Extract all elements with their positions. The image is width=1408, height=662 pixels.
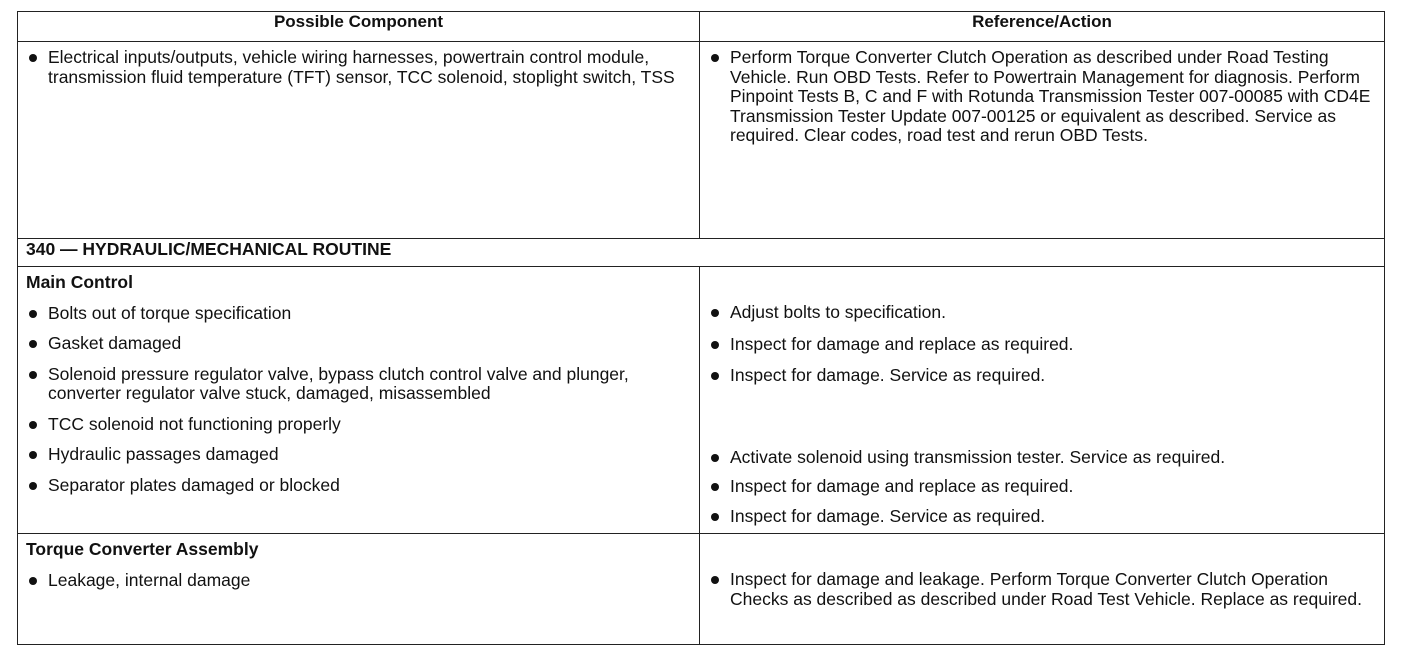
column-header-component: Possible Component [18, 12, 700, 42]
component-cell [18, 267, 700, 534]
group-heading-main-control: Main Control [26, 272, 133, 292]
action-cell [700, 267, 1385, 534]
group-heading-torque-converter: Torque Converter Assembly [26, 539, 259, 559]
component-cell [18, 42, 700, 239]
action-item: Inspect for damage and replace as required. [708, 477, 1376, 497]
action-cell [700, 534, 1385, 645]
table-header-row [18, 12, 1385, 42]
action-item: Activate solenoid using transmission tester. Service as required. [708, 448, 1376, 468]
diagnosis-table [17, 11, 1385, 645]
table-row [18, 534, 1385, 645]
section-title-cell [18, 239, 1385, 267]
action-item: Inspect for damage and leakage. Perform Torque Converter Clutch Operation Checks as described as described under Road Test Vehicle. Replace as required. [708, 570, 1376, 609]
action-cell [700, 42, 1385, 239]
action-item: Perform Torque Converter Clutch Operation as described under Road Testing Vehicle. Run OBD Tests. Refer to Powertrain Management for diagnosis. Perform Pinpoint Tests B, C and F with Rotunda Transmission Tester 007-00085 with CD4E Transmission Tester Update 007-00125 or equivalent as described. Service as required. Clear codes, road test and rerun OBD Tests. [708, 48, 1376, 146]
component-item: Solenoid pressure regulator valve, bypass clutch control valve and plunger, converter regulator valve stuck, damaged, misassembled [26, 365, 691, 404]
table-row [18, 42, 1385, 239]
component-item: Hydraulic passages damaged [26, 445, 691, 465]
action-item: Inspect for damage. Service as required. [708, 507, 1376, 527]
action-item: Inspect for damage. Service as required. [708, 366, 1376, 386]
component-cell [18, 534, 700, 645]
table-row [18, 267, 1385, 534]
column-header-action: Reference/Action [700, 12, 1385, 42]
component-item: Leakage, internal damage [26, 571, 691, 591]
component-item: Separator plates damaged or blocked [26, 476, 691, 496]
action-item: Adjust bolts to specification. [708, 303, 1376, 323]
component-item: Gasket damaged [26, 334, 691, 354]
component-item: Bolts out of torque specification [26, 304, 691, 324]
section-row [18, 239, 1385, 267]
component-item: Electrical inputs/outputs, vehicle wiring harnesses, powertrain control module, transmission fluid temperature (TFT) sensor, TCC solenoid, stoplight switch, TSS [26, 48, 691, 87]
action-item: Inspect for damage and replace as required. [708, 335, 1376, 355]
component-item: TCC solenoid not functioning properly [26, 415, 691, 435]
section-title: 340 — HYDRAULIC/MECHANICAL ROUTINE [26, 239, 392, 259]
